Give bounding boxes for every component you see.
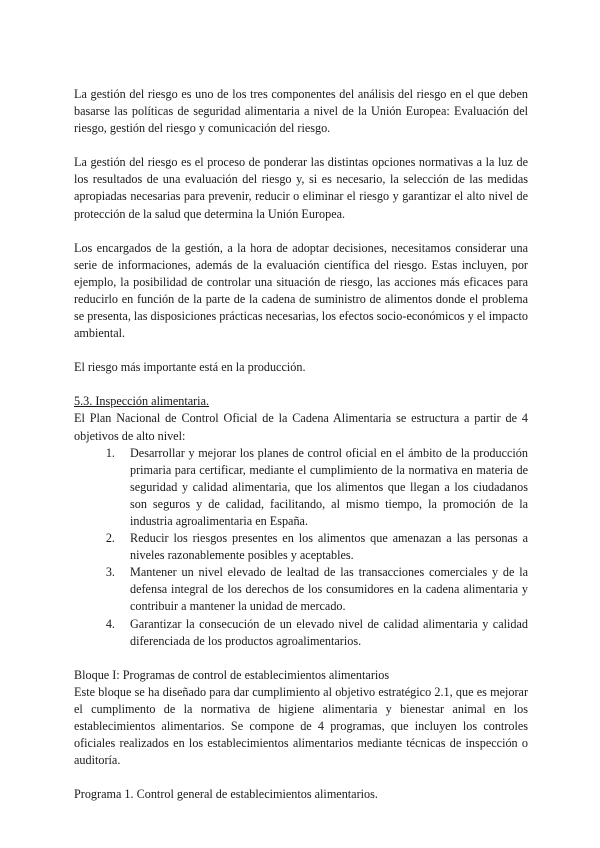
intro-paragraph-4: El riesgo más importante está en la producción. (74, 360, 306, 375)
intro-paragraph-3: Los encargados de la gestión, a la hora de adoptar decisiones, necesitamos considerar una serie de informaciones, además de la evaluación científica del riesgo. Estas incluyen, por ejemplo, la posibilidad de controlar una situación de riesgo, las acciones más eficaces para reducirlo en función de la parte de la cadena de suministro de alimentos donde el problema se presenta, las disposiciones prácticas necesarias, los efectos socio-económicos y el impacto ambiental. (74, 240, 528, 341)
list-item: 3. Mantener un nivel elevado de lealtad de las transacciones comerciales y de la defensa integral de los derechos de los consumidores en la cadena alimentaria y contribuir a mantener la unidad de mercado. (118, 564, 528, 615)
section-intro: El Plan Nacional de Control Oficial de la Cadena Alimentaria se estructura a partir de 4 objetivos de alto nivel: (74, 411, 528, 443)
program-heading: Programa 1. Control general de establecimientos alimentarios. (74, 787, 378, 802)
block-text: Este bloque se ha diseñado para dar cumplimiento al objetivo estratégico 2.1, que es mejorar el cumplimento de la normativa de higiene alimentaria y bienestar animal en los establecimientos alimentarios. Se compone de 4 programas, que incluyen los controles oficiales realizados en los establecimientos alimentarios mediante técnicas de inspección o auditoría. (74, 684, 528, 768)
section-heading: 5.3. Inspección alimentaria. (74, 394, 210, 409)
document-page (74, 86, 528, 820)
list-item: 4. Garantizar la consecución de un elevado nivel de calidad alimentaria y calidad diferenciada de los productos agroalimentarios. (118, 616, 528, 650)
list-item: 2. Reducir los riesgos presentes en los alimentos que amenazan a las personas a niveles razonablemente posibles y aceptables. (118, 530, 528, 564)
intro-paragraph-1: La gestión del riesgo es uno de los tres componentes del análisis del riesgo en el que deben basarse las políticas de seguridad alimentaria a nivel de la Unión Europea: Evaluación del riesgo, gestión del riesgo y comunicación del riesgo. (74, 87, 528, 136)
block-heading: Bloque I: Programas de control de establecimientos alimentarios (74, 667, 390, 682)
list-item: 1. Desarrollar y mejorar los planes de control oficial en el ámbito de la producción primaria para certificar, mediante el cumplimiento de la normativa en materia de seguridad y calidad alimentaria, que los alimentos que llegan a los ciudadanos son seguros y de calidad, facilitando, al mismo tiempo, la promoción de la industria agroalimentaria en España. (118, 445, 528, 530)
intro-paragraph-2: La gestión del riesgo es el proceso de ponderar las distintas opciones normativas a la luz de los resultados de una evaluación del riesgo y, si es necesario, la selección de las medidas apropiadas necesarias para prevenir, reducir o eliminar el riesgo y garantizar el alto nivel de protección de la salud que determina la Unión Europea. (74, 155, 528, 221)
objectives-list (74, 445, 528, 650)
